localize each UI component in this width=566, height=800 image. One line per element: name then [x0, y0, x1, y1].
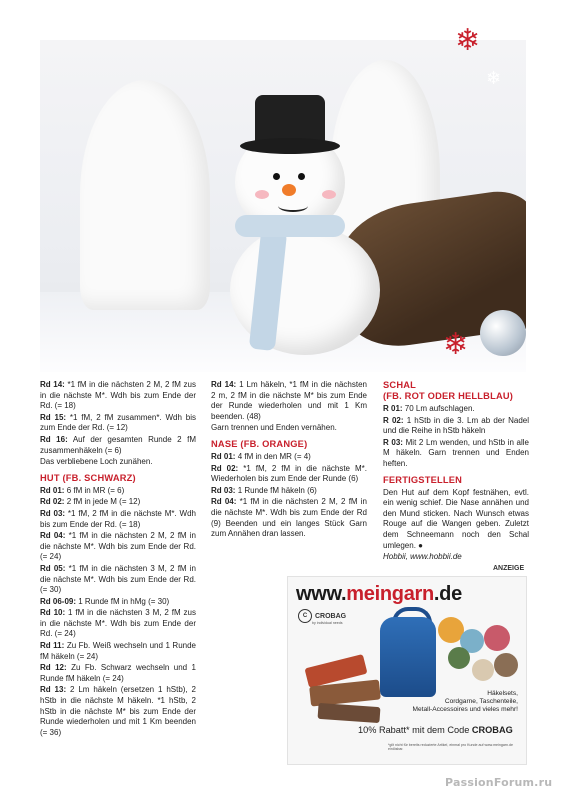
advertisement[interactable]	[287, 576, 527, 765]
ad-line: Cordgarne, Taschenteile,	[444, 698, 518, 705]
instructions-column-2	[211, 380, 367, 541]
hero-photo	[40, 40, 526, 372]
round-instruction: Rd 03: 1 Runde fM häkeln (6)	[211, 485, 317, 495]
yarn-ball	[448, 647, 470, 669]
snowman-mouth	[278, 200, 308, 212]
round-instruction: Rd 14: *1 fM in die nächsten 2 M, 2 fM zus in die nächste M*. Wdh bis zum Ende der Rd. (= 18)	[40, 380, 196, 411]
snowflake-icon: ❄	[443, 327, 469, 362]
round-instruction: Rd 01: 4 fM in den MR (= 4)	[211, 451, 311, 461]
ad-line: Häkelsets,	[487, 690, 518, 697]
snowman-eye	[298, 173, 305, 180]
row-instruction: R 03: Mit 2 Lm wenden, und hStb in alle M häkeln. Garn trennen und Enden heften.	[383, 437, 530, 468]
instructions-column-3	[383, 380, 529, 564]
snowflake-icon: ❄	[486, 68, 502, 89]
round-instruction: Rd 15: *1 fM, 2 fM zusammen*. Wdh bis zum Ende der Rd. (= 12)	[40, 412, 196, 433]
round-instruction: Rd 11: Zu Fb. Weiß wechseln und 1 Runde fM häkeln (= 24)	[40, 641, 196, 661]
snowman-nose	[282, 184, 296, 196]
round-instruction: Rd 04: *1 fM in die nächsten 2 M, 2 fM in die nächste M*. Wdh bis zum Ende der Rd (9) Beenden und ein langes Stück Garn zum Annähen dran lassen.	[211, 497, 367, 539]
ceramic-tree-left	[80, 80, 210, 310]
finish-note: Garn trennen und Enden vernähen.	[211, 423, 337, 433]
round-instruction: Rd 04: *1 fM in die nächsten 2 M, 2 fM in die nächste M*. Wdh bis zum Ende der Rd. (= 24)	[40, 531, 196, 562]
section-heading-hut: HUT (FB. SCHWARZ)	[40, 472, 136, 483]
closing-note: Das verbliebene Loch zunähen.	[40, 457, 153, 467]
snowman-cheek	[322, 190, 336, 199]
round-instruction: Rd 12: Zu Fb. Schwarz wechseln und 1 Runde fM häkeln (= 24)	[40, 663, 196, 683]
crobag-logo: C CROBAG	[298, 609, 346, 623]
meingarn-logo[interactable]: www.meingarn.de	[296, 583, 462, 605]
snowman-eye	[273, 173, 280, 180]
round-instruction: Rd 13: 2 Lm häkeln (ersetzen 1 hStb), 2 hStb in die nächste M häkeln. *1 hStb, 2 hStb in die nächste M* bis zum Ende der Runde wiederholen und mit 1 Km beenden (= 36)	[40, 685, 196, 737]
discount-offer: 10% Rabatt* mit dem Code CROBAG	[358, 725, 513, 735]
yarn-ball	[494, 653, 518, 677]
round-instruction: Rd 02: *1 fM, 2 fM in die nächste M*. Wiederholen bis zum Ende der Runde (6)	[211, 463, 367, 484]
row-instruction: R 02: 1 hStb in die 3. Lm ab der Nadel und die Reihe in hStb häkeln	[383, 415, 529, 436]
crobag-tagline: by individual needs	[312, 621, 343, 625]
round-instruction: Rd 06-09: 1 Runde fM in hMg (= 30)	[40, 596, 170, 606]
row-instruction: R 01: 70 Lm aufschlagen.	[383, 404, 475, 413]
leather-tag	[318, 703, 381, 723]
credit-line: Hobbii, www.hobbii.de	[383, 552, 462, 562]
instructions-column-1	[40, 380, 196, 739]
section-heading-fertigstellen: FERTIGSTELLEN	[383, 474, 463, 485]
finishing-text: Den Hut auf dem Kopf festnähen, evtl. ein wenig schief. Die Nase annähen und den Mund sticken. Nach Wunsch etwas Rouge auf die Wangen geben. Zuletzt dem Schneemann noch den Schal umlegen. ●	[383, 487, 529, 550]
round-instruction: Rd 01: 6 fM in MR (= 6)	[40, 485, 125, 495]
silver-ornament	[480, 310, 526, 356]
round-instruction: Rd 16: Auf der gesamten Runde 2 fM zusammenhäkeln (= 6)	[40, 434, 197, 455]
crobag-seal-icon: C	[298, 609, 312, 623]
yarn-ball	[472, 659, 494, 681]
round-instruction: Rd 05: *1 fM in die nächsten 3 M, 2 fM in die nächste M*. Wdh bis zum Ende der Rd. (= 30)	[40, 563, 196, 595]
snowman-scarf	[235, 215, 345, 237]
snowflake-icon: ❄	[455, 23, 481, 58]
yarn-ball	[484, 625, 510, 651]
round-instruction: Rd 03: *1 fM, 2 fM in die nächste M*. Wdh bis zum Ende der Rd. (= 18)	[40, 508, 196, 529]
ad-label: ANZEIGE	[493, 565, 525, 572]
snowman-hat-brim	[240, 138, 340, 154]
round-instruction: Rd 14: 1 Lm häkeln, *1 fM in die nächsten 2 m, 2 fM in die nächste M* bis zum Ende der Runde wiederholen und mit 1 Km beenden. (48)	[211, 380, 367, 421]
watermark: PassionForum.ru	[445, 776, 553, 789]
section-heading-schal: SCHAL (FB. ROT ODER HELLBLAU)	[383, 380, 514, 401]
blue-backpack	[380, 617, 436, 697]
round-instruction: Rd 02: 2 fM in jede M (= 12)	[40, 497, 141, 507]
ad-line: Metall-Accessoires und vieles mehr!	[412, 706, 518, 713]
snowman-cheek	[255, 190, 269, 199]
round-instruction: Rd 10: 1 fM in die nächsten 3 M, 2 fM zus in die nächste M*. Wdh bis zum Ende der Rd. (= 24)	[40, 608, 196, 639]
section-heading-nase: NASE (FB. ORANGE)	[211, 438, 308, 449]
offer-footnote: *gilt nicht für bereits reduzierte Artikel, einmal pro Kunde auf www.meingarn.de einlösbar.	[388, 743, 514, 751]
